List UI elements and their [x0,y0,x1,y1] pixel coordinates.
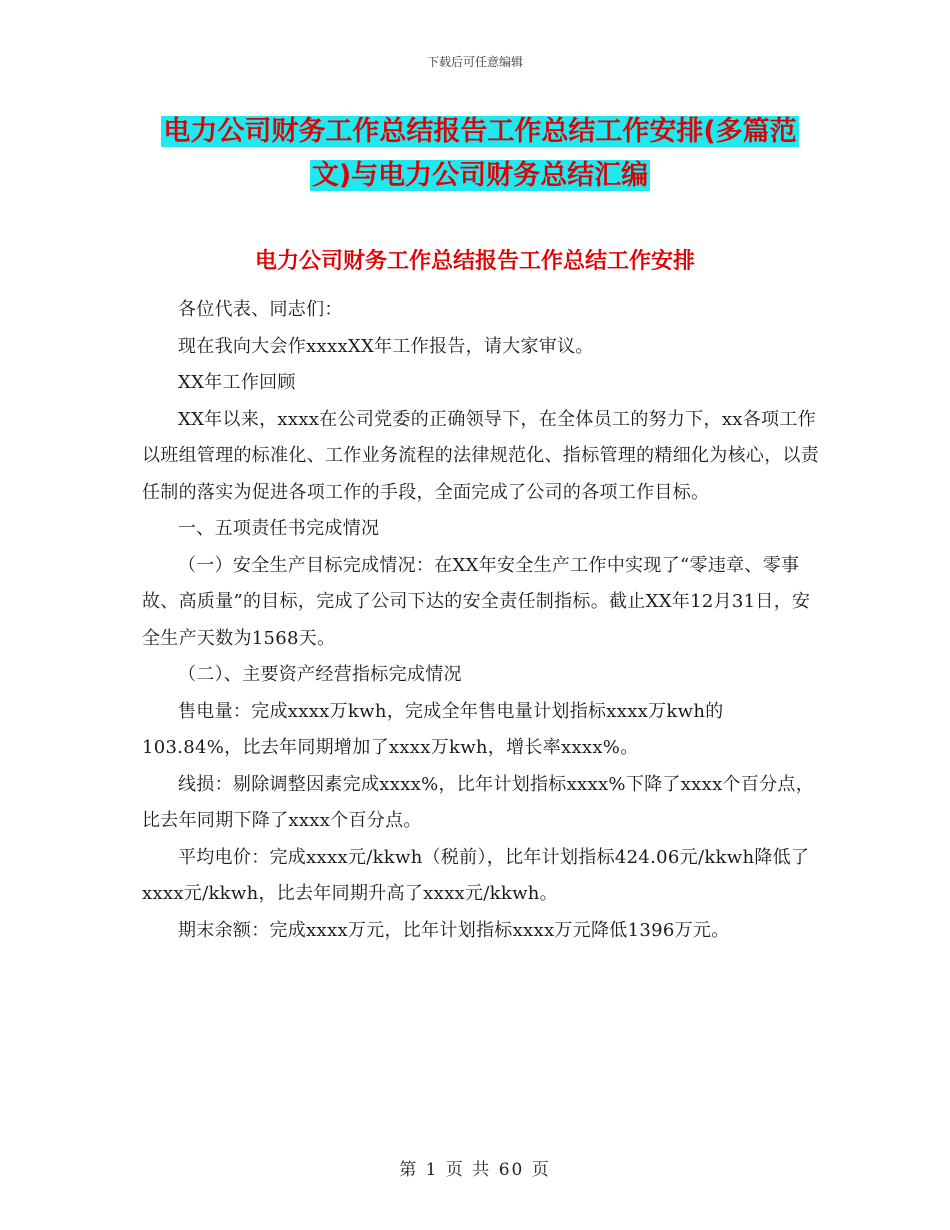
paragraph-balance: 期末余额：完成xxxx万元，比年计划指标xxxx万元降低1396万元。 [178,919,730,941]
page-footer: 第 1 页 共 60 页 [399,1160,551,1180]
paragraph-review-heading: XX年工作回顾 [178,372,296,393]
main-title [140,110,820,198]
paragraph-safety: （一）安全生产目标完成情况：在XX年安全生产工作中实现了“零违章、零事故、高质量”的目标，完成了公司下达的安全责任制指标。截止XX年12月31日，安全生产天数为1568天。 [142,554,811,649]
paragraph-sales: 售电量：完成xxxx万kwh，完成全年售电量计划指标xxxx万kwh的103.84%，比去年同期增加了xxxx万kwh，增长率xxxx%。 [142,700,724,758]
main-title-line1: 电力公司财务工作总结报告工作总结工作安排(多篇范 [163,116,797,147]
paragraph-review: XX年以来，xxxx在公司党委的正确领导下，在全体员工的努力下，xx各项工作以班组管理的标准化、工作业务流程的法律规范化、指标管理的精细化为核心，以责任制的落实为促进各项工作的手段，全面完成了公司的各项工作目标。 [142,408,820,503]
paragraph-intro: 现在我向大会作xxxxXX年工作报告，请大家审议。 [178,335,594,357]
header-note: 下载后可任意编辑 [426,55,523,69]
body-text [142,292,822,949]
paragraph-salutation: 各位代表、同志们： [178,299,343,320]
section-title: 电力公司财务工作总结报告工作总结工作安排 [254,249,695,274]
main-title-line2: 文)与电力公司财务总结汇编 [311,160,649,191]
paragraph-price: 平均电价：完成xxxx元/kkwh（税前），比年计划指标424.06元/kkwh降低了xxxx元/kkwh，比去年同期升高了xxxx元/kkwh。 [142,846,810,904]
paragraph-section-two: （二）、主要资产经营指标完成情况 [178,664,462,685]
paragraph-line-loss: 线损：剔除调整因素完成xxxx%，比年计划指标xxxx%下降了xxxx个百分点，比去年同期下降了xxxx个百分点。 [142,773,815,831]
paragraph-section-one: 一、五项责任书完成情况 [178,518,380,539]
